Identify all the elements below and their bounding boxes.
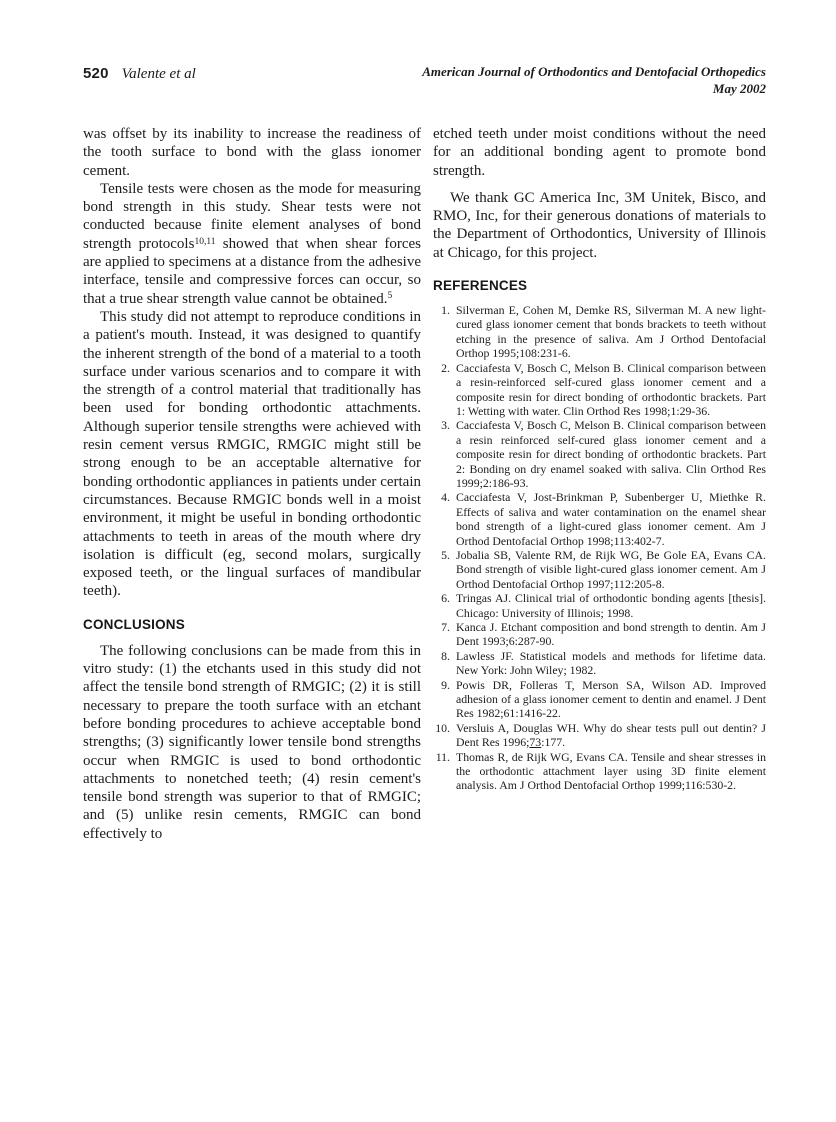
text-run: Tensile tests were chosen as the mode for measuring bond strength in this study. Shear tests were not conducted because finite element analyses of bond strength protocols [83,180,421,252]
text-run: The following conclusions can be made from this in vitro study: (1) the etchants used in this study did not affect the tensile bond strength of RMGIC; (2) it is still necessary to prepare the tooth surface with an etchant before bonding procedures to achieve acceptable bond strengths; (3) significantly lower tensile bond strengths occur when RMGIC is used to bond orthodontic attachments to nonetched teeth; (4) resin cement's tensile bond strength was superior to that of RMGIC; and (5) unlike resin cements, RMGIC can bond effectively to [83,642,421,842]
reference-item [433,678,766,721]
text-run: Kanca J. Etchant composition and bond strength to dentin. Am J Dent 1993;6:287-90. [456,620,766,649]
citation-superscript: 10,11 [194,236,216,247]
running-head [83,64,766,97]
text-run: We thank GC America Inc, 3M Unitek, Bisco, and RMO, Inc, for their generous donations of materials to the Department of Orthodontics, University of Illinois at Chicago, for this project. [433,189,766,261]
reference-number: 9. [441,677,450,692]
running-authors: Valente et al [121,66,196,82]
text-run: Thomas R, de Rijk WG, Evans CA. Tensile and shear stresses in the orthodontic attachment layer using 3D finite element analysis. Am J Orthod Dentofacial Orthop 1999;116:530-2. [456,749,766,793]
acknowledgment-paragraph [433,189,766,262]
left-column [83,125,421,843]
reference-text [456,750,766,793]
article-body [83,125,766,843]
text-run: :177. [541,735,566,750]
issue-date: May 2002 [712,80,766,96]
text-run: Versluis A, Douglas WH. Why do shear tests pull out dentin? J Dent Res 1996; [456,720,766,750]
reference-text [456,303,766,361]
reference-text [456,649,766,678]
reference-item [433,303,766,361]
reference-number: 6. [441,591,450,606]
text-run: Lawless JF. Statistical models and methods for lifetime data. New York: John Wiley; 1982. [456,648,766,678]
text-run: Powis DR, Folleras T, Merson SA, Wilson AD. Improved adhesion of a glass ionomer cement to dentin and enamel. J Dent Res 1982;61:1416-22. [456,677,766,721]
body-paragraph [433,125,766,180]
reference-item [433,591,766,620]
page-content [83,64,766,843]
text-run: etched teeth under moist conditions without the need for an additional bonding agent to promote bond strength. [433,126,766,179]
text-run: Jobalia SB, Valente RM, de Rijk WG, Be Gole EA, Evans CA. Bond strength of visible light-cured glass ionomer cement. Am J Orthod Dentofacial Orthop 1997;112:205-8. [456,547,766,591]
reference-item [433,649,766,678]
running-head-right [422,64,766,97]
reference-number: 11. [435,749,450,764]
reference-item [433,750,766,793]
section-heading: CONCLUSIONS [83,616,185,632]
section-heading: REFERENCES [433,278,528,294]
reference-item [433,548,766,591]
reference-text [456,490,766,548]
text-run: Silverman E, Cohen M, Demke RS, Silverman M. A new light-cured glass ionomer cement that bonds brackets to teeth without etching in the presence of saliva. Am J Orthod Dentofacial Orthop 1995;108:231-6. [456,303,766,361]
text-run: Cacciafesta V, Bosch C, Melson B. Clinical comparison between a resin reinforced self-cured glass ionomer cement and a composite resin for direct bonding of orthodontic brackets. Part 2: Bonding on dry enamel soaked with saliva. Clin Orthod Res 1999;2:186-93. [456,418,766,490]
reference-text [456,548,766,591]
reference-text [456,418,766,490]
text-run: This study did not attempt to reproduce conditions in a patient's mouth. Instead, it was designed to quantify the inherent strength of the bond of a material to a tooth surface under various scenarios and to compare it with the strength of a control material that traditionally has been used for bonding orthodontic attachments. Although superior tensile strengths were achieved with resin cement versus RMGIC, RMGIC might still be strong enough to be an acceptable alternative for bonding orthodontic appliances in patients under certain circumstances. Because RMGIC bonds well in a moist environment, it might be useful in bonding orthodontic attachments to teeth in areas of the mouth where dry isolation is difficult (eg, second molars, surgically exposed teeth, or the lingual surfaces of mandibular teeth). [83,308,421,600]
reference-number: 2. [441,360,450,375]
text-run: 73 [529,735,542,750]
citation-superscript: 5 [387,291,393,302]
reference-number: 7. [441,620,450,635]
text-run: Tringas AJ. Clinical trial of orthodontic bonding agents [thesis]. Chicago: University of Illinois; 1998. [456,591,766,620]
text-run: Cacciafesta V, Bosch C, Melson B. Clinical comparison between a resin-reinforced self-cured glass ionomer cement and a composite resin for direct bonding of orthodontic brackets. Part 1: Wetting with water. Clin Orthod Res 1998;1:29-36. [456,360,766,418]
reference-number: 1. [441,303,450,318]
running-head-left [83,64,196,83]
reference-item [433,418,766,490]
text-run: Cacciafesta V, Jost-Brinkman P, Subenberger U, Miethke R. Effects of saliva and water contamination on the enamel shear bond strength of a light-cured glass ionomer cement. Am J Orthod Dentofacial Orthop 1998;113:402-7. [456,490,766,548]
reference-text [456,620,766,649]
reference-text [456,678,766,721]
text-run: showed that when shear forces are applied to specimens at a distance from the adhesive interface, tensile and compressive forces can occur, so that a true shear strength value cannot be obtained. [83,235,421,307]
reference-text [456,721,766,750]
reference-number: 4. [441,490,450,505]
reference-number: 5. [441,547,450,562]
journal-title: American Journal of Orthodontics and Dentofacial Orthopedics [422,64,766,79]
page-number: 520 [83,65,109,82]
reference-number: 3. [441,418,450,433]
reference-text [456,591,766,620]
reference-item [433,361,766,419]
reference-item [433,721,766,750]
reference-item [433,490,766,548]
body-paragraph [83,180,421,308]
right-column [433,125,766,843]
body-paragraph [83,308,421,601]
body-paragraph [83,125,421,180]
reference-number: 8. [441,648,450,663]
reference-item [433,620,766,649]
body-paragraph [83,642,421,843]
reference-list [433,303,766,793]
text-run: was offset by its inability to increase the readiness of the tooth surface to bond with the glass ionomer cement. [83,126,421,179]
reference-number: 10. [435,720,450,735]
reference-text [456,361,766,419]
